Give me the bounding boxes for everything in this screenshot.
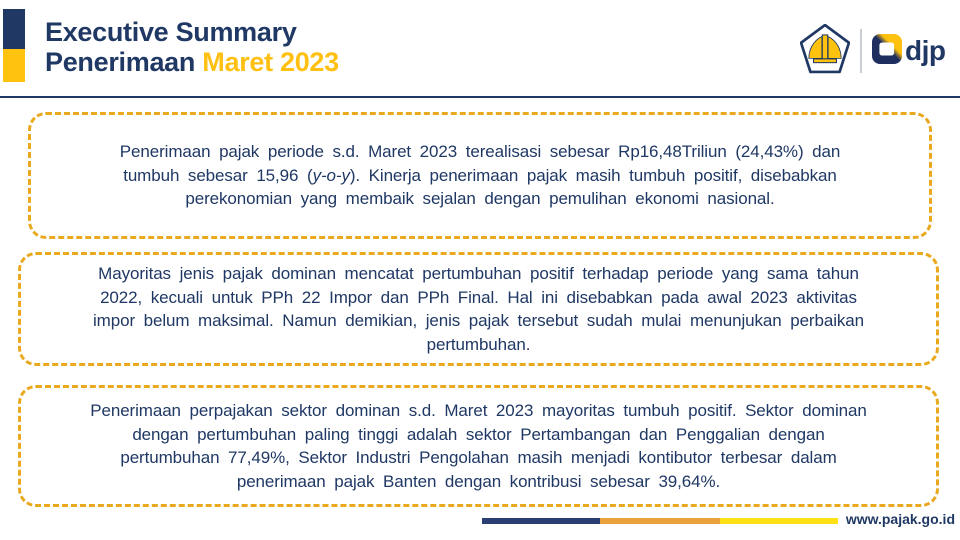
summary-line: perekonomian yang membaik sejalan dengan pemulihan ekonomi nasional. (185, 189, 775, 209)
djp-logo-icon (872, 34, 902, 69)
logo-row (800, 24, 946, 78)
summary-line-fragment: ). Kinerja penerimaan pajak masih tumbuh positif, disebabkan (349, 165, 837, 185)
summary-line (123, 164, 837, 188)
footer-bar-navy-segment (482, 518, 600, 524)
summary-box-2 (18, 252, 939, 366)
summary-line: dengan pertumbuhan paling tinggi adalah sektor Pertambangan dan Penggalian dengan (132, 424, 825, 444)
summary-line: pertumbuhan 77,49%, Sektor Industri Pengolahan masih menjadi kontibutor terbesar dalam (120, 448, 837, 467)
website-url: www.pajak.go.id (845, 511, 955, 527)
djp-logo-text: djp (905, 35, 946, 66)
header-divider (0, 96, 960, 98)
title-line-2-gold: Maret 2023 (202, 47, 339, 77)
summary-line: penerimaan pajak Banten dengan kontribusi sebesar 39,64%. (236, 471, 721, 491)
summary-line-fragment: tumbuh sebesar 15,96 ( (123, 165, 313, 185)
djp-logo (872, 34, 946, 69)
accent-square-navy (3, 9, 25, 49)
summary-box-3 (18, 385, 939, 507)
summary-line: Penerimaan perpajakan sektor dominan s.d. Maret 2023 mayoritas tumbuh positif. Sektor dominan (90, 401, 867, 420)
summary-line: pertumbuhan. (426, 334, 531, 354)
footer-bar-amber-segment (600, 518, 720, 524)
summary-box-1 (28, 112, 932, 239)
summary-line: 2022, kecuali untuk PPh 22 Impor dan PPh Final. Hal ini disebabkan pada awal 2023 aktivitas (100, 287, 857, 307)
summary-line: impor belum maksimal. Namun demikian, jenis pajak tersebut sudah mulai menunjukan perbaikan (93, 311, 864, 330)
summary-line: Penerimaan pajak periode s.d. Maret 2023 terealisasi sebesar Rp16,48Triliun (24,43%) dan (119, 142, 841, 162)
title-line-1: Executive Summary (45, 17, 297, 47)
footer-bar-yellow-segment (720, 518, 838, 524)
title-line-2-navy: Penerimaan (45, 47, 203, 77)
title-line-2 (45, 47, 339, 77)
kemenkeu-logo-icon (800, 24, 850, 79)
page-title (45, 17, 339, 77)
logo-divider (860, 29, 862, 73)
summary-line-italic: y-o-y (312, 165, 350, 185)
summary-line: Mayoritas jenis pajak dominan mencatat pertumbuhan positif terhadap periode yang sama tahun (98, 264, 859, 283)
footer-gradient-bar (482, 518, 838, 524)
accent-square-yellow (3, 49, 25, 82)
